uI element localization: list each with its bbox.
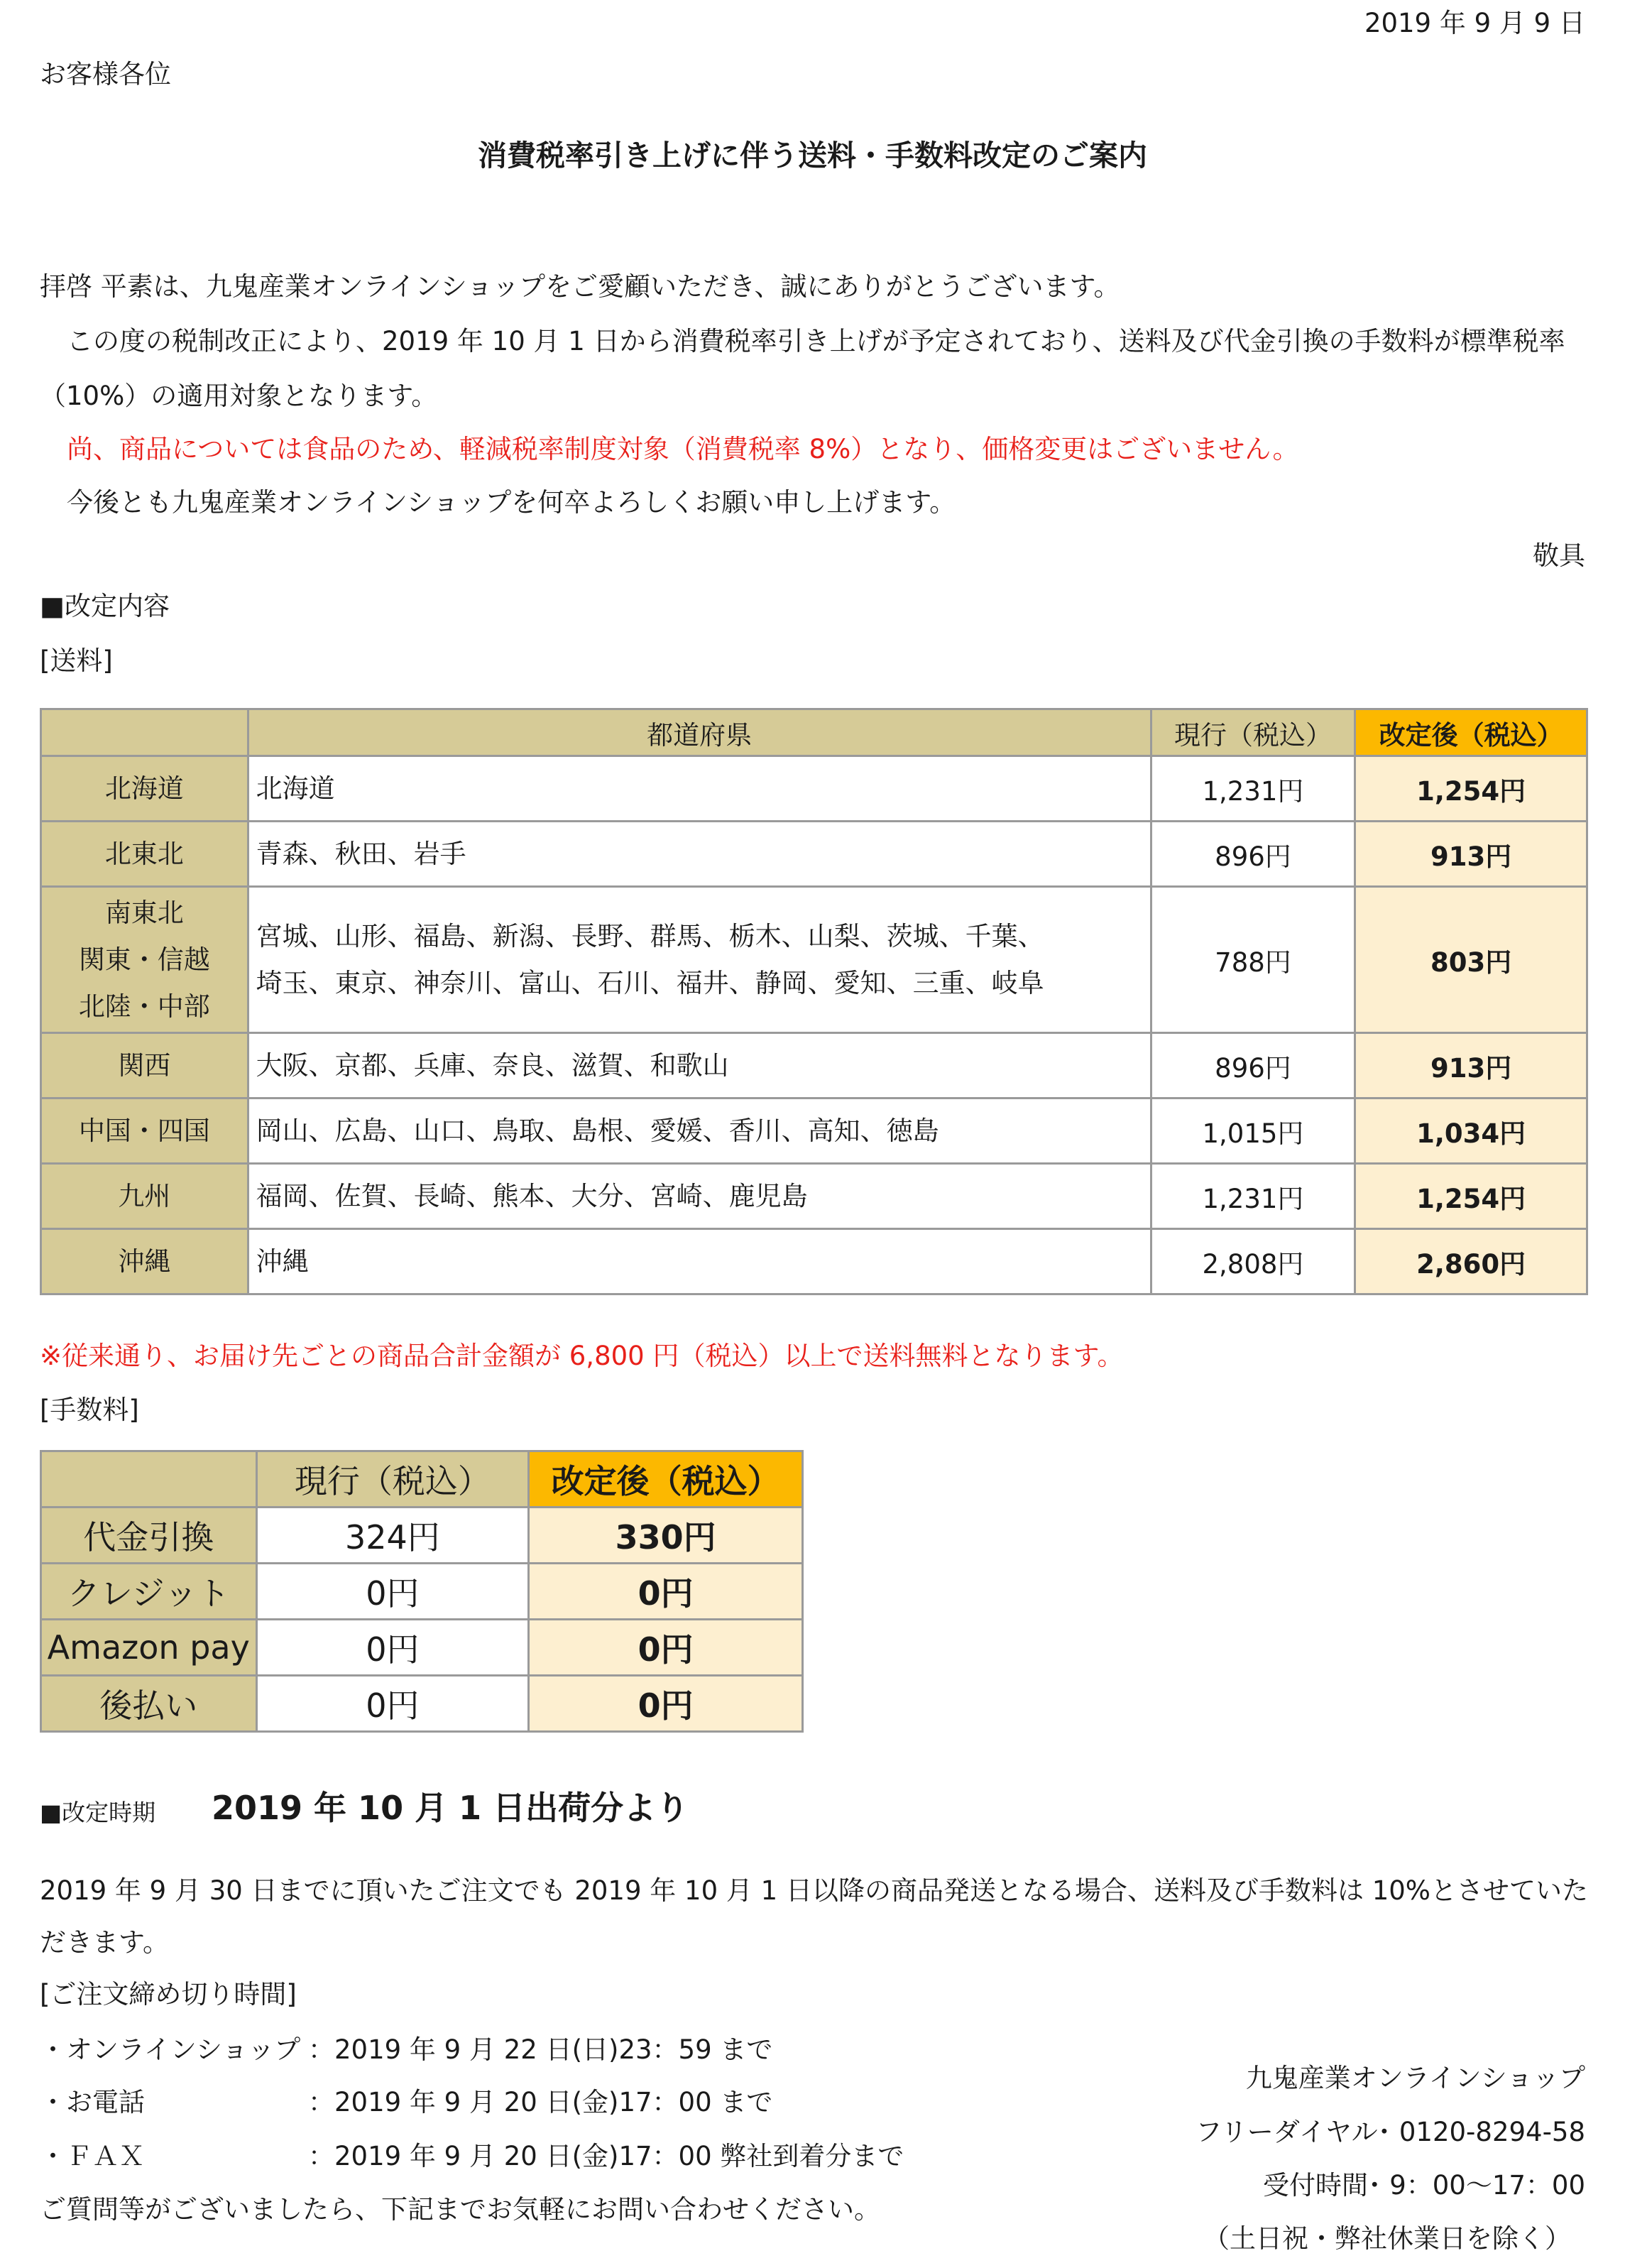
period-value: 2019 年 10 月 1 日出荷分より bbox=[212, 1789, 689, 1827]
prefecture-cell bbox=[248, 887, 1151, 1033]
note-line-2: だきます。 bbox=[40, 1927, 170, 1958]
deadline-fax-name: ・ＦＡＸ bbox=[40, 2141, 145, 2171]
current-fee: 0円 bbox=[256, 1676, 529, 1732]
prefecture-cell: 青森、秋田、岩手 bbox=[248, 822, 1151, 887]
table-row bbox=[41, 1033, 1587, 1098]
payment-method: 後払い bbox=[41, 1676, 257, 1732]
current-fee: 0円 bbox=[256, 1564, 529, 1620]
region-cell: 北海道 bbox=[41, 756, 248, 822]
table-row bbox=[41, 756, 1587, 822]
table-row bbox=[41, 1676, 803, 1732]
new-price: 913円 bbox=[1355, 822, 1587, 887]
prefecture-cell: 岡山、広島、山口、鳥取、島根、愛媛、香川、高知、徳島 bbox=[248, 1098, 1151, 1164]
header-current: 現行（税込） bbox=[1151, 709, 1355, 756]
page-title: 消費税率引き上げに伴う送料・手数料改定のご案内 bbox=[478, 138, 1147, 173]
contact-phone: フリーダイヤル･ 0120-8294-58 bbox=[1196, 2117, 1585, 2147]
fee-label: [手数料] bbox=[40, 1395, 139, 1425]
prefecture-cell: 福岡、佐賀、長崎、熊本、大分、宮崎、鹿児島 bbox=[248, 1164, 1151, 1229]
payment-method: 代金引換 bbox=[41, 1508, 257, 1564]
addressee: お客様各位 bbox=[40, 59, 171, 89]
fee-header-row bbox=[41, 1451, 803, 1508]
payment-method: Amazon pay bbox=[41, 1620, 257, 1676]
prefecture-line: 宮城、山形、福島、新潟、長野、群馬、栃木、山梨、茨城、千葉、 bbox=[256, 920, 1044, 952]
header-prefecture: 都道府県 bbox=[248, 709, 1151, 756]
intro-line-1: 拝啓 平素は、九鬼産業オンラインショップをご愛顧いただき、誠にありがとうございます。 bbox=[40, 271, 1120, 302]
table-row bbox=[41, 1564, 803, 1620]
table-row bbox=[41, 1508, 803, 1564]
header-blank bbox=[41, 709, 248, 756]
contact-shop: 九鬼産業オンラインショップ bbox=[1245, 2063, 1585, 2093]
current-price: 1,015円 bbox=[1151, 1098, 1355, 1164]
payment-method: クレジット bbox=[41, 1564, 257, 1620]
header-new: 改定後（税込） bbox=[529, 1451, 803, 1508]
deadline-label: [ご注文締め切り時間] bbox=[40, 1979, 297, 2010]
region-line: 関東・信越 bbox=[78, 944, 210, 975]
deadline-phone-name: ・お電話 bbox=[40, 2087, 145, 2117]
current-fee: 324円 bbox=[256, 1508, 529, 1564]
free-shipping-note: ※従来通り、お届け先ごとの商品合計金額が 6,800 円（税込）以上で送料無料となります。 bbox=[40, 1341, 1124, 1371]
table-row bbox=[41, 822, 1587, 887]
section-change-label: ■改定内容 bbox=[40, 591, 170, 621]
new-price: 913円 bbox=[1355, 1033, 1587, 1098]
region-cell: 九州 bbox=[41, 1164, 248, 1229]
table-row bbox=[41, 1229, 1587, 1294]
contact-holiday: （土日祝・弊社休業日を除く） bbox=[1203, 2223, 1571, 2254]
region-line: 南東北 bbox=[104, 897, 184, 928]
region-cell: 中国・四国 bbox=[41, 1098, 248, 1164]
current-fee: 0円 bbox=[256, 1620, 529, 1676]
table-row bbox=[41, 1164, 1587, 1229]
deadline-phone-value: ：2019 年 9 月 20 日(金)17：00 まで bbox=[308, 2087, 773, 2117]
intro-line-3: （10%）の適用対象となります。 bbox=[40, 381, 438, 411]
table-row bbox=[41, 1620, 803, 1676]
new-fee: 0円 bbox=[529, 1564, 803, 1620]
header-current: 現行（税込） bbox=[256, 1451, 529, 1508]
prefecture-cell: 沖縄 bbox=[248, 1229, 1151, 1294]
deadline-online-value: ：2019 年 9 月 22 日(日)23：59 まで bbox=[308, 2034, 773, 2065]
region-cell: 北東北 bbox=[41, 822, 248, 887]
deadline-online-name: ・オンラインショップ bbox=[40, 2034, 301, 2065]
current-price: 1,231円 bbox=[1151, 756, 1355, 822]
prefecture-line: 埼玉、東京、神奈川、富山、石川、福井、静岡、愛知、三重、岐阜 bbox=[256, 967, 1044, 998]
current-price: 1,231円 bbox=[1151, 1164, 1355, 1229]
current-price: 896円 bbox=[1151, 822, 1355, 887]
table-row bbox=[41, 1098, 1587, 1164]
shipping-label: [送料] bbox=[40, 645, 113, 676]
intro-line-5: 今後とも九鬼産業オンラインショップを何卒よろしくお願い申し上げます。 bbox=[67, 487, 956, 518]
region-cell bbox=[41, 887, 248, 1033]
document-date: 2019 年 9 月 9 日 bbox=[1364, 8, 1585, 38]
shipping-header-row bbox=[41, 709, 1587, 756]
table-row bbox=[41, 887, 1587, 1033]
period-label: ■改定時期 bbox=[40, 1799, 156, 1826]
current-price: 896円 bbox=[1151, 1033, 1355, 1098]
inquiry-text: ご質問等がございましたら、下記までお気軽にお問い合わせください。 bbox=[40, 2194, 880, 2225]
fee-table bbox=[40, 1450, 804, 1733]
new-price: 1,254円 bbox=[1355, 756, 1587, 822]
prefecture-cell: 大阪、京都、兵庫、奈良、滋賀、和歌山 bbox=[248, 1033, 1151, 1098]
new-price: 803円 bbox=[1355, 887, 1587, 1033]
new-price: 2,860円 bbox=[1355, 1229, 1587, 1294]
note-line-1: 2019 年 9 月 30 日までに頂いたご注文でも 2019 年 10 月 1 日以降の商品発送となる場合、送料及び手数料は 10%とさせていた bbox=[40, 1875, 1588, 1906]
region-cell: 沖縄 bbox=[41, 1229, 248, 1294]
header-blank bbox=[41, 1451, 257, 1508]
new-fee: 0円 bbox=[529, 1620, 803, 1676]
new-price: 1,254円 bbox=[1355, 1164, 1587, 1229]
contact-hours: 受付時間･ 9：00～17：00 bbox=[1262, 2170, 1585, 2201]
current-price: 788円 bbox=[1151, 887, 1355, 1033]
prefecture-cell: 北海道 bbox=[248, 756, 1151, 822]
region-cell: 関西 bbox=[41, 1033, 248, 1098]
new-fee: 0円 bbox=[529, 1676, 803, 1732]
intro-line-4: 尚、商品については食品のため、軽減税率制度対象（消費税率 8%）となり、価格変更はございません。 bbox=[67, 434, 1299, 464]
new-price: 1,034円 bbox=[1355, 1098, 1587, 1164]
deadline-fax-value: ：2019 年 9 月 20 日(金)17：00 弊社到着分まで bbox=[308, 2141, 904, 2171]
new-fee: 330円 bbox=[529, 1508, 803, 1564]
region-line: 北陸・中部 bbox=[78, 991, 210, 1022]
header-new: 改定後（税込） bbox=[1355, 709, 1587, 756]
current-price: 2,808円 bbox=[1151, 1229, 1355, 1294]
closing: 敬具 bbox=[1533, 540, 1585, 571]
intro-line-2: この度の税制改正により、2019 年 10 月 1 日から消費税率引き上げが予定されており、送料及び代金引換の手数料が標準税率 bbox=[67, 326, 1565, 356]
shipping-table bbox=[40, 708, 1588, 1295]
